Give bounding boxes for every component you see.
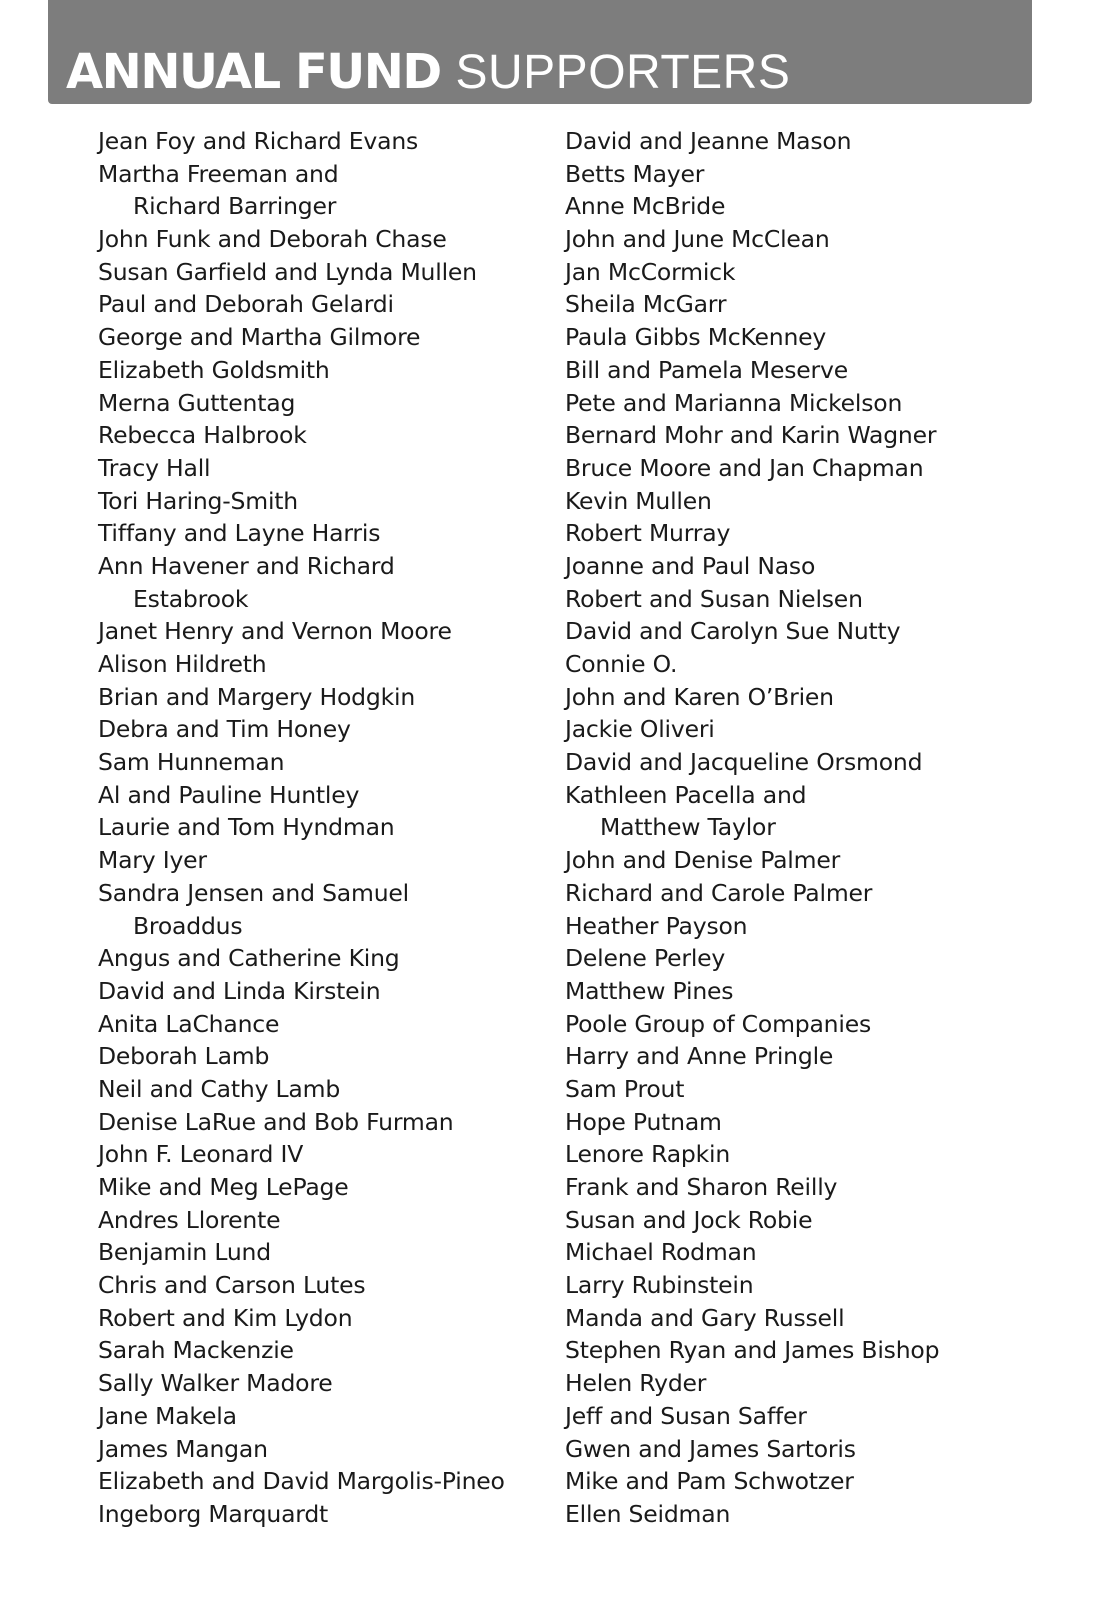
supporter-name: Merna Guttentag — [98, 388, 296, 417]
supporter-name-continued: Estabrook — [133, 584, 249, 613]
supporter-name: Janet Henry and Vernon Moore — [98, 617, 452, 646]
supporter-name: Connie O. — [565, 650, 678, 678]
supporter-name: David and Carolyn Sue Nutty — [565, 617, 901, 646]
supporter-name: John and June McClean — [565, 225, 830, 254]
supporter-name: Martha Freeman and — [98, 159, 339, 188]
supporter-name: Anne McBride — [565, 192, 726, 221]
supporter-name: Laurie and Tom Hyndman — [98, 813, 395, 842]
supporter-name: John and Karen O’Brien — [565, 682, 834, 711]
supporter-name: Poole Group of Companies — [565, 1009, 872, 1038]
supporter-name: Kevin Mullen — [565, 486, 712, 515]
supporter-name: Al and Pauline Huntley — [98, 780, 360, 809]
supporter-name: Bernard Mohr and Karin Wagner — [565, 421, 937, 450]
supporter-name: Joanne and Paul Naso — [565, 551, 816, 580]
supporter-name: Sam Prout — [565, 1074, 685, 1103]
supporter-name: Sheila McGarr — [565, 290, 727, 319]
supporter-name: Benjamin Lund — [98, 1238, 271, 1267]
supporter-name: Frank and Sharon Reilly — [565, 1173, 838, 1201]
page-title-bold: ANNUAL FUND — [66, 44, 441, 100]
supporter-name: Robert and Kim Lydon — [98, 1303, 353, 1332]
supporter-name: Lenore Rapkin — [565, 1140, 731, 1169]
supporter-name: Sarah Mackenzie — [98, 1336, 294, 1365]
supporter-name: Elizabeth and David Margolis-Pineo — [98, 1467, 505, 1496]
page-title-light: SUPPORTERS — [455, 46, 791, 99]
supporter-name: Alison Hildreth — [98, 650, 267, 678]
supporter-name: Bruce Moore and Jan Chapman — [565, 453, 924, 482]
supporter-name-continued: Richard Barringer — [133, 192, 337, 221]
supporter-name: George and Martha Gilmore — [98, 323, 421, 352]
supporter-name: Richard and Carole Palmer — [565, 878, 873, 907]
supporter-name: Helen Ryder — [565, 1369, 707, 1398]
supporter-name: Rebecca Halbrook — [98, 421, 307, 450]
supporter-name: Tracy Hall — [98, 453, 211, 482]
supporter-name: Jean Foy and Richard Evans — [98, 127, 419, 155]
supporter-name: Tiffany and Layne Harris — [98, 519, 381, 548]
supporter-name: Anita LaChance — [98, 1009, 280, 1038]
supporter-name: Larry Rubinstein — [565, 1271, 754, 1300]
supporter-name: Debra and Tim Honey — [98, 715, 351, 744]
supporter-name: Hope Putnam — [565, 1107, 722, 1136]
supporter-name: Deborah Lamb — [98, 1042, 270, 1071]
supporter-name: Elizabeth Goldsmith — [98, 355, 330, 384]
supporter-name: Heather Payson — [565, 911, 748, 940]
supporter-name: Kathleen Pacella and — [565, 780, 807, 809]
supporter-name: Sam Hunneman — [98, 748, 285, 777]
supporter-name: Mike and Pam Schwotzer — [565, 1467, 854, 1496]
supporter-name: James Mangan — [98, 1434, 268, 1463]
supporter-name: Robert and Susan Nielsen — [565, 584, 863, 613]
supporter-name: Robert Murray — [565, 519, 731, 548]
supporter-name: Ingeborg Marquardt — [98, 1499, 329, 1528]
supporter-name: Tori Haring-Smith — [98, 486, 298, 515]
supporter-name: Jackie Oliveri — [565, 715, 715, 744]
supporter-name: Manda and Gary Russell — [565, 1303, 845, 1332]
supporter-name: John Funk and Deborah Chase — [98, 225, 447, 254]
supporter-name: Michael Rodman — [565, 1238, 757, 1267]
supporter-name: Neil and Cathy Lamb — [98, 1074, 341, 1103]
supporter-name-continued: Matthew Taylor — [600, 813, 776, 842]
supporter-name: Ann Havener and Richard — [98, 551, 395, 580]
supporter-name: Brian and Margery Hodgkin — [98, 682, 416, 711]
supporter-name: Harry and Anne Pringle — [565, 1042, 834, 1071]
supporter-name: Jane Makela — [98, 1401, 237, 1430]
supporter-name: Andres Llorente — [98, 1205, 281, 1234]
supporter-name-continued: Broaddus — [133, 911, 243, 940]
supporter-name: Mary Iyer — [98, 846, 207, 875]
supporter-name: Susan Garfield and Lynda Mullen — [98, 257, 477, 286]
supporter-name: John and Denise Palmer — [565, 846, 841, 875]
supporter-name: Mike and Meg LePage — [98, 1173, 349, 1201]
supporter-name: Ellen Seidman — [565, 1499, 731, 1528]
supporter-name: David and Linda Kirstein — [98, 976, 381, 1005]
supporter-name: Gwen and James Sartoris — [565, 1434, 856, 1463]
supporter-name: Pete and Marianna Mickelson — [565, 388, 903, 417]
supporter-name: Stephen Ryan and James Bishop — [565, 1336, 940, 1365]
supporter-name: Bill and Pamela Meserve — [565, 355, 848, 384]
supporters-column-left — [98, 125, 548, 1531]
supporter-name: Matthew Pines — [565, 976, 734, 1005]
supporter-name: Paul and Deborah Gelardi — [98, 290, 394, 319]
supporter-name: Sally Walker Madore — [98, 1369, 333, 1398]
page-title — [66, 44, 790, 101]
supporter-name: David and Jeanne Mason — [565, 127, 852, 155]
supporter-name: Denise LaRue and Bob Furman — [98, 1107, 454, 1136]
supporter-name: Betts Mayer — [565, 159, 705, 188]
supporter-name: Jan McCormick — [565, 257, 736, 286]
supporter-name: Paula Gibbs McKenney — [565, 323, 827, 352]
supporter-name: Chris and Carson Lutes — [98, 1271, 366, 1300]
supporter-name: Angus and Catherine King — [98, 944, 400, 973]
supporter-name: Delene Perley — [565, 944, 726, 973]
supporter-name: David and Jacqueline Orsmond — [565, 748, 923, 777]
supporter-name: Susan and Jock Robie — [565, 1205, 813, 1234]
supporters-column-right — [565, 125, 1035, 1531]
supporter-name: John F. Leonard IV — [98, 1140, 304, 1169]
supporter-name: Sandra Jensen and Samuel — [98, 878, 409, 907]
supporter-name: Jeff and Susan Saffer — [565, 1401, 807, 1430]
